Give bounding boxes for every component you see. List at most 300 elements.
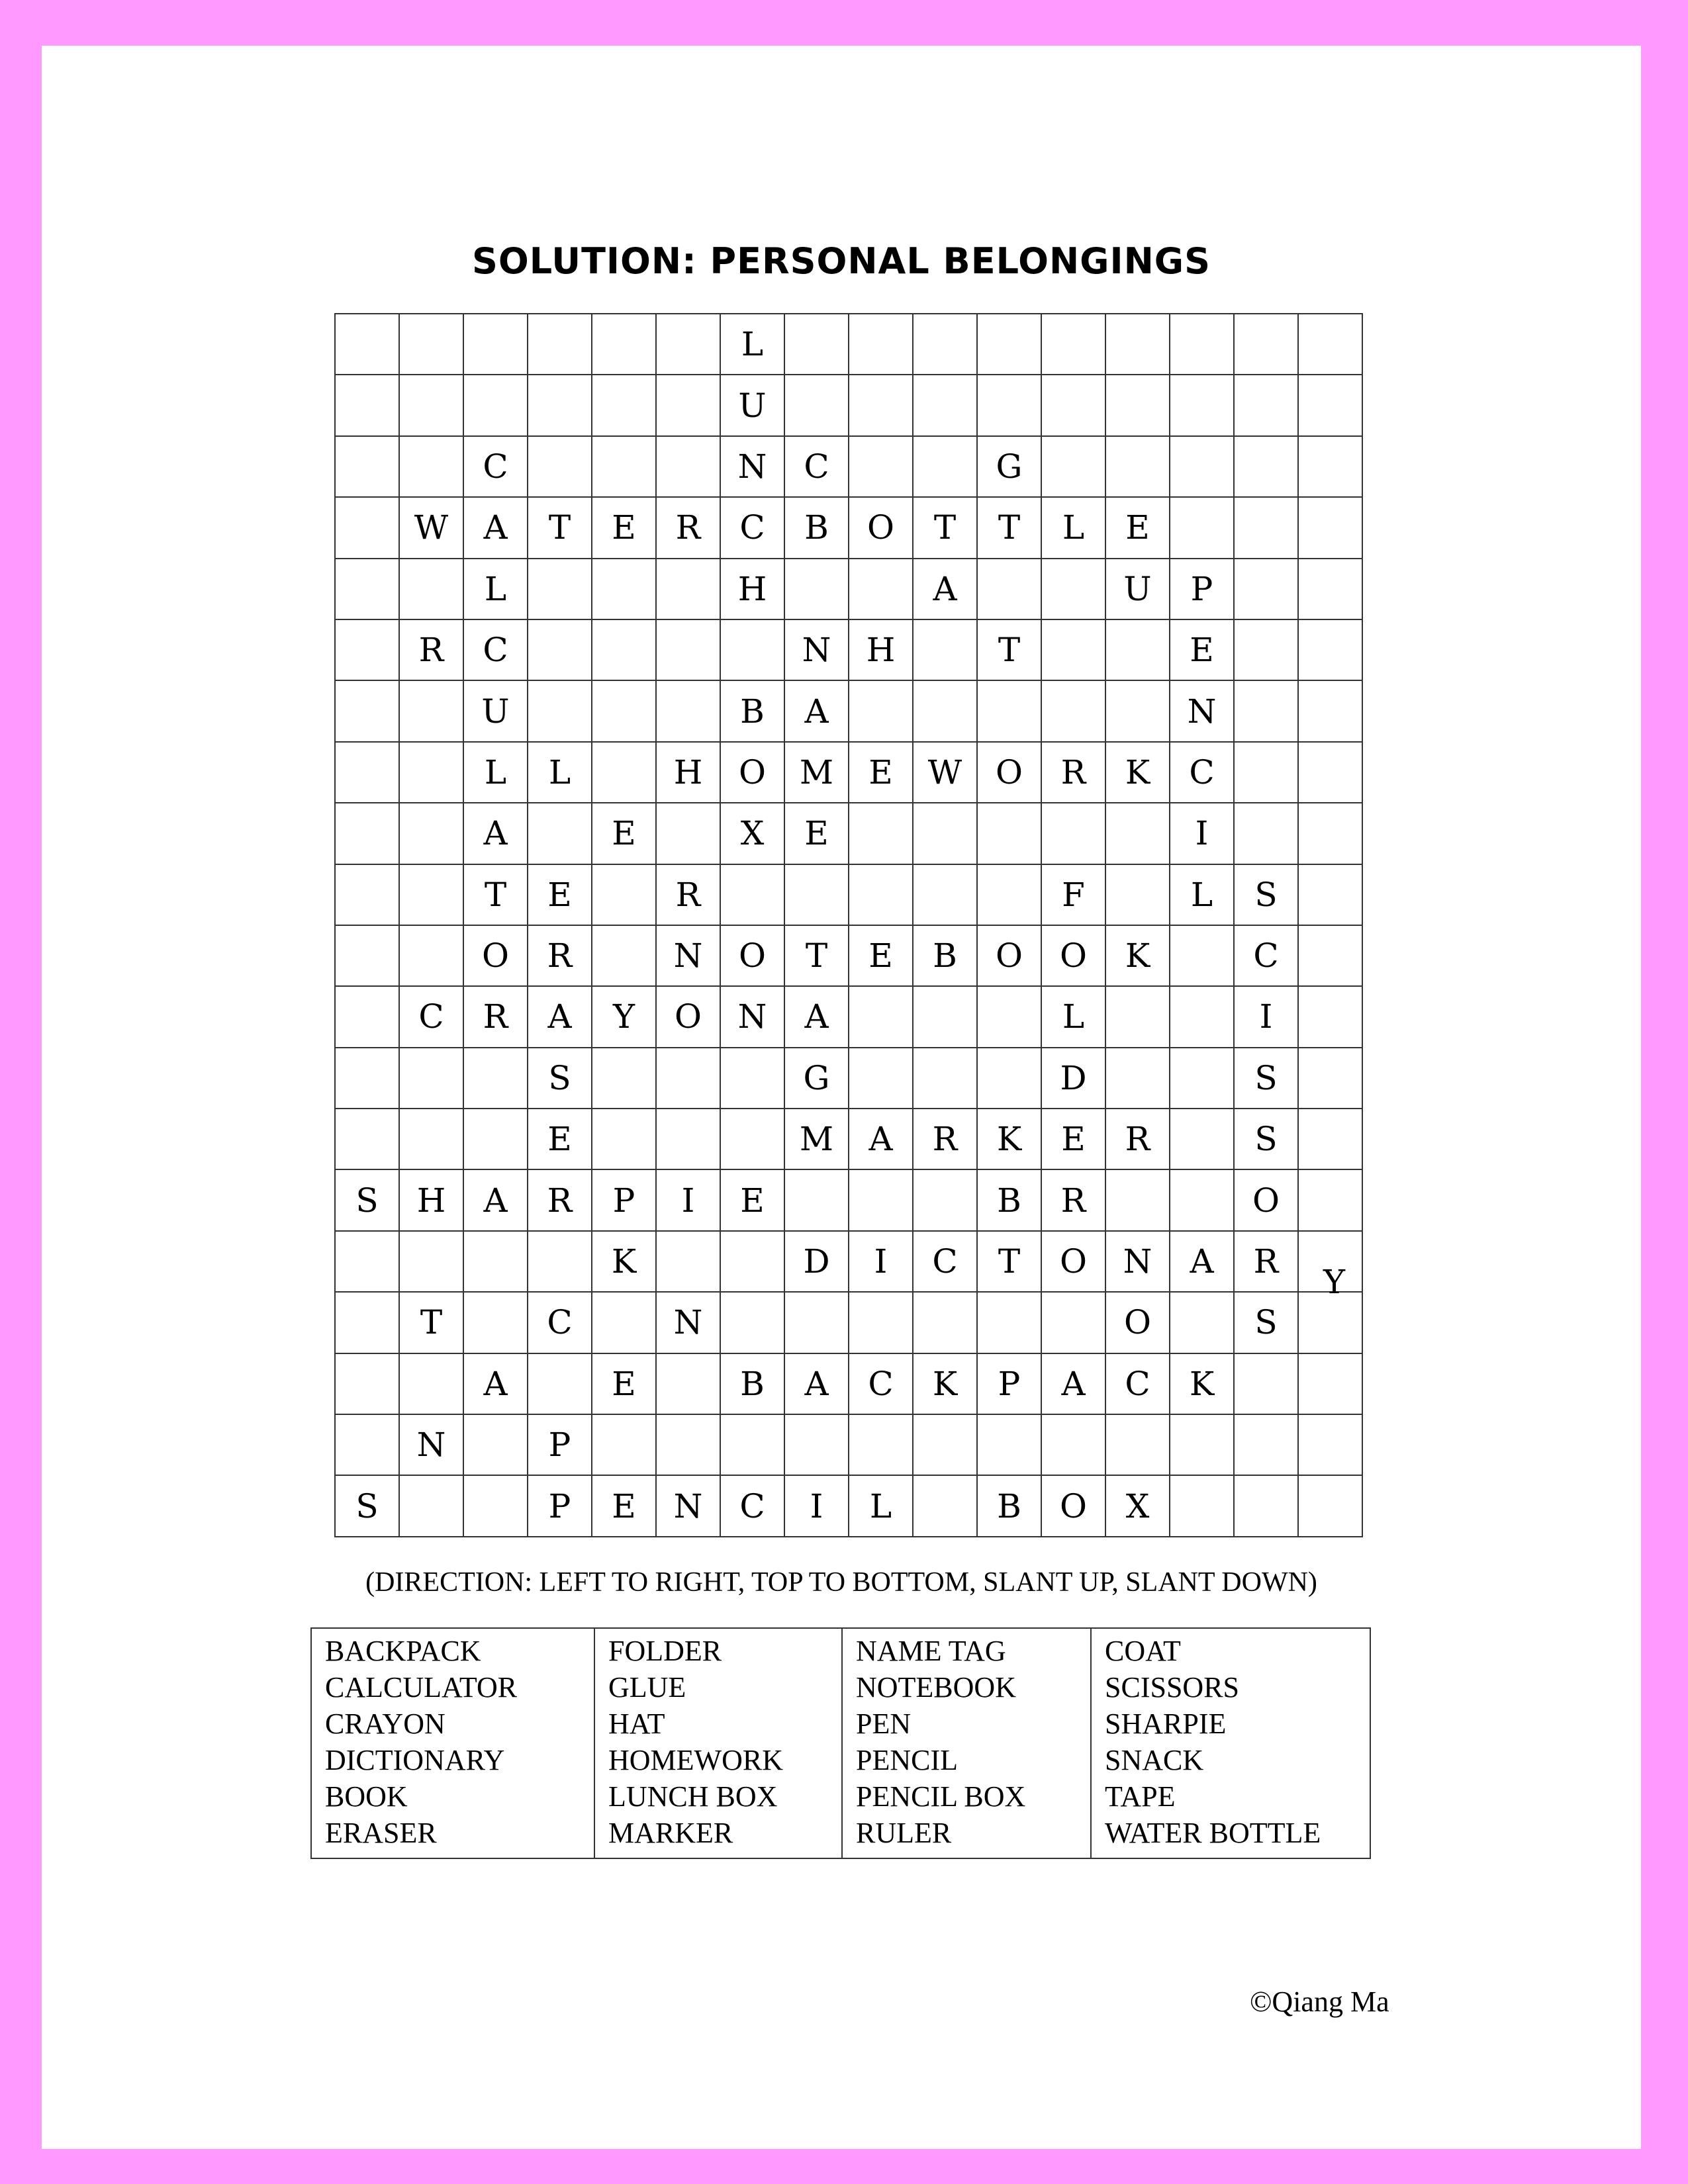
- grid-cell: O: [463, 925, 528, 986]
- grid-cell: A: [463, 1169, 528, 1230]
- grid-cell: [977, 1048, 1041, 1109]
- word-bank-row: [311, 1628, 1370, 1858]
- grid-cell: C: [849, 1353, 913, 1414]
- grid-cell: [1234, 497, 1298, 558]
- grid-cell: [399, 314, 463, 375]
- grid-cell: [1234, 803, 1298, 864]
- grid-cell: H: [720, 559, 784, 619]
- grid-cell: N: [399, 1414, 463, 1475]
- grid-cell: E: [784, 803, 849, 864]
- grid-cell: O: [1041, 1475, 1105, 1537]
- grid-cell: L: [1041, 497, 1105, 558]
- grid-cell: [1234, 436, 1298, 497]
- grid-row: [335, 1169, 1362, 1230]
- grid-cell: [1234, 619, 1298, 680]
- word-bank-word: SCISSORS: [1105, 1671, 1240, 1704]
- grid-cell: K: [1105, 742, 1170, 803]
- grid-cell: C: [528, 1292, 592, 1353]
- grid-cell: [656, 559, 720, 619]
- grid-cell: X: [720, 803, 784, 864]
- grid-cell: [720, 1292, 784, 1353]
- grid-cell: [1298, 1048, 1362, 1109]
- grid-cell: A: [913, 559, 977, 619]
- word-bank-word: BOOK: [325, 1780, 408, 1813]
- grid-cell: [399, 1231, 463, 1292]
- grid-cell: R: [656, 864, 720, 925]
- word-bank-word: WATER BOTTLE: [1105, 1817, 1321, 1849]
- grid-cell: [335, 1353, 399, 1414]
- grid-cell: O: [1041, 925, 1105, 986]
- grid-cell: [720, 1231, 784, 1292]
- grid-row: [335, 1048, 1362, 1109]
- grid-cell: T: [913, 497, 977, 558]
- grid-cell: [528, 314, 592, 375]
- grid-cell: [463, 1231, 528, 1292]
- grid-cell: [335, 375, 399, 435]
- grid-cell: [656, 1353, 720, 1414]
- grid-cell: C: [784, 436, 849, 497]
- grid-cell: [1041, 680, 1105, 741]
- word-bank-word: PENCIL BOX: [856, 1780, 1026, 1813]
- grid-cell: [784, 1292, 849, 1353]
- grid-cell: [1041, 314, 1105, 375]
- grid-cell: [463, 1475, 528, 1537]
- word-bank-word: GLUE: [608, 1671, 686, 1704]
- grid-cell: [592, 680, 656, 741]
- grid-row: [335, 680, 1362, 741]
- grid-cell: S: [1234, 864, 1298, 925]
- grid-cell: A: [784, 680, 849, 741]
- grid-cell: [528, 1231, 592, 1292]
- grid-row: [335, 436, 1362, 497]
- grid-cell: B: [977, 1475, 1041, 1537]
- grid-cell: K: [1170, 1353, 1234, 1414]
- grid-cell: E: [1170, 619, 1234, 680]
- grid-row: [335, 925, 1362, 986]
- grid-cell: P: [1170, 559, 1234, 619]
- grid-cell: [656, 619, 720, 680]
- grid-cell: [463, 375, 528, 435]
- grid-cell: [977, 680, 1041, 741]
- grid-row: [335, 864, 1362, 925]
- grid-cell: L: [1170, 864, 1234, 925]
- grid-cell: F: [1041, 864, 1105, 925]
- grid-row: [335, 1353, 1362, 1414]
- grid-cell: I: [784, 1475, 849, 1537]
- grid-cell: [528, 680, 592, 741]
- grid-cell: [784, 1414, 849, 1475]
- grid-row: [335, 986, 1362, 1047]
- grid-cell: [849, 803, 913, 864]
- grid-cell: [784, 1169, 849, 1230]
- grid-cell: [656, 1048, 720, 1109]
- grid-cell: [592, 375, 656, 435]
- grid-cell: E: [592, 803, 656, 864]
- grid-cell: [656, 436, 720, 497]
- grid-cell: N: [656, 1475, 720, 1537]
- grid-cell: R: [463, 986, 528, 1047]
- grid-cell: L: [528, 742, 592, 803]
- grid-row: [335, 314, 1362, 375]
- grid-cell: [784, 559, 849, 619]
- grid-cell: [913, 1048, 977, 1109]
- grid-cell: [1105, 436, 1170, 497]
- grid-cell: [335, 680, 399, 741]
- grid-cell: A: [463, 803, 528, 864]
- grid-cell: P: [592, 1169, 656, 1230]
- word-bank-word: NAME TAG: [856, 1635, 1006, 1667]
- grid-cell: I: [1170, 803, 1234, 864]
- word-bank-word: COAT: [1105, 1635, 1181, 1667]
- grid-cell: [849, 375, 913, 435]
- grid-cell: E: [720, 1169, 784, 1230]
- grid-row: [335, 1231, 1362, 1292]
- grid-cell: [656, 803, 720, 864]
- grid-cell: C: [1105, 1353, 1170, 1414]
- grid-row: [335, 619, 1362, 680]
- grid-cell: R: [656, 497, 720, 558]
- grid-cell: [1105, 375, 1170, 435]
- word-search-grid: [334, 313, 1363, 1537]
- grid-cell: N: [784, 619, 849, 680]
- directions-text: (DIRECTION: LEFT TO RIGHT, TOP TO BOTTOM, SLANT UP, SLANT DOWN): [365, 1567, 1317, 1598]
- grid-cell: H: [399, 1169, 463, 1230]
- grid-cell: H: [656, 742, 720, 803]
- grid-cell: U: [1105, 559, 1170, 619]
- grid-cell: [1298, 680, 1362, 741]
- word-bank-word: PEN: [856, 1707, 912, 1740]
- grid-cell: R: [1105, 1109, 1170, 1169]
- grid-cell: [913, 1414, 977, 1475]
- word-bank-word: BACKPACK: [325, 1635, 481, 1667]
- grid-cell: [335, 619, 399, 680]
- grid-cell: E: [849, 742, 913, 803]
- grid-cell: [335, 314, 399, 375]
- grid-cell: [399, 925, 463, 986]
- grid-cell: [335, 1231, 399, 1292]
- grid-cell: [335, 436, 399, 497]
- grid-cell: [592, 1048, 656, 1109]
- word-bank-word: DICTIONARY: [325, 1744, 505, 1776]
- grid-cell: R: [528, 925, 592, 986]
- grid-cell: S: [335, 1169, 399, 1230]
- grid-row: [335, 1109, 1362, 1169]
- grid-cell: C: [399, 986, 463, 1047]
- grid-row: [335, 559, 1362, 619]
- grid-cell: [849, 1292, 913, 1353]
- grid-cell: [1234, 375, 1298, 435]
- grid-cell: [977, 1292, 1041, 1353]
- grid-cell: A: [784, 1353, 849, 1414]
- word-bank-column-4: [1091, 1628, 1370, 1858]
- grid-cell: B: [784, 497, 849, 558]
- page-title: SOLUTION: PERSONAL BELONGINGS: [471, 240, 1211, 282]
- grid-cell: O: [720, 742, 784, 803]
- grid-cell: [1170, 986, 1234, 1047]
- grid-row: [335, 803, 1362, 864]
- word-bank-column-2: [594, 1628, 842, 1858]
- grid-cell: O: [720, 925, 784, 986]
- grid-cell: N: [1105, 1231, 1170, 1292]
- grid-cell: [1298, 559, 1362, 619]
- grid-cell: [1105, 1169, 1170, 1230]
- grid-cell: [592, 314, 656, 375]
- grid-cell: [528, 436, 592, 497]
- grid-cell: [913, 1169, 977, 1230]
- grid-cell: [399, 742, 463, 803]
- grid-cell: [463, 314, 528, 375]
- grid-cell: [1234, 680, 1298, 741]
- grid-cell: [1298, 742, 1362, 803]
- grid-cell: [399, 1475, 463, 1537]
- word-bank-word: PENCIL: [856, 1744, 958, 1776]
- grid-cell: R: [1234, 1231, 1298, 1292]
- grid-cell: C: [913, 1231, 977, 1292]
- grid-cell: [913, 436, 977, 497]
- grid-cell: P: [528, 1475, 592, 1537]
- grid-cell: O: [1041, 1231, 1105, 1292]
- grid-cell: [784, 375, 849, 435]
- grid-cell: [977, 986, 1041, 1047]
- grid-cell: [463, 1292, 528, 1353]
- grid-cell: [1170, 1048, 1234, 1109]
- grid-cell: S: [1234, 1292, 1298, 1353]
- grid-cell: [1234, 742, 1298, 803]
- grid-cell: [528, 1353, 592, 1414]
- grid-cell: A: [1041, 1353, 1105, 1414]
- grid-cell: D: [784, 1231, 849, 1292]
- grid-cell: [784, 314, 849, 375]
- grid-row: [335, 742, 1362, 803]
- grid-cell: U: [720, 375, 784, 435]
- grid-cell: [528, 619, 592, 680]
- grid-cell: [399, 375, 463, 435]
- grid-cell: [1234, 559, 1298, 619]
- grid-cell: Y: [592, 986, 656, 1047]
- grid-row: [335, 1475, 1362, 1537]
- word-bank-word: RULER: [856, 1817, 952, 1849]
- grid-cell: [1170, 375, 1234, 435]
- grid-cell: T: [399, 1292, 463, 1353]
- grid-cell: [592, 619, 656, 680]
- grid-cell: [1234, 1475, 1298, 1537]
- grid-cell: I: [656, 1169, 720, 1230]
- grid-cell: O: [1105, 1292, 1170, 1353]
- grid-cell: X: [1105, 1475, 1170, 1537]
- grid-cell: [399, 436, 463, 497]
- grid-cell: [592, 1292, 656, 1353]
- grid-cell: [656, 680, 720, 741]
- grid-cell: A: [463, 1353, 528, 1414]
- word-bank-word: CRAYON: [325, 1707, 445, 1740]
- grid-cell: G: [784, 1048, 849, 1109]
- grid-row: [335, 497, 1362, 558]
- grid-cell: [335, 742, 399, 803]
- grid-cell: [1105, 680, 1170, 741]
- grid-cell: [913, 1292, 977, 1353]
- grid-cell: R: [1041, 742, 1105, 803]
- grid-cell: [335, 986, 399, 1047]
- grid-cell: [977, 559, 1041, 619]
- grid-cell: K: [592, 1231, 656, 1292]
- grid-cell: [849, 680, 913, 741]
- word-bank-word: SNACK: [1105, 1744, 1204, 1776]
- grid-cell: [913, 680, 977, 741]
- grid-cell: S: [335, 1475, 399, 1537]
- grid-cell: [977, 375, 1041, 435]
- grid-cell: [335, 803, 399, 864]
- grid-cell: E: [528, 1109, 592, 1169]
- grid-cell: [656, 1109, 720, 1169]
- word-bank: [310, 1627, 1371, 1859]
- grid-cell: W: [913, 742, 977, 803]
- grid-cell: B: [720, 680, 784, 741]
- grid-cell: P: [528, 1414, 592, 1475]
- grid-cell: [977, 864, 1041, 925]
- grid-cell: [1298, 803, 1362, 864]
- grid-cell: [849, 436, 913, 497]
- grid-cell: O: [849, 497, 913, 558]
- grid-cell: T: [977, 619, 1041, 680]
- grid-cell: [335, 1048, 399, 1109]
- grid-cell: R: [1041, 1169, 1105, 1230]
- grid-cell: [592, 925, 656, 986]
- grid-cell: [592, 742, 656, 803]
- grid-cell: [528, 375, 592, 435]
- grid-cell: [849, 314, 913, 375]
- grid-cell: [656, 1414, 720, 1475]
- grid-cell: [1298, 1169, 1362, 1230]
- grid-cell: A: [463, 497, 528, 558]
- grid-cell: R: [528, 1169, 592, 1230]
- grid-cell: O: [977, 925, 1041, 986]
- grid-cell: [335, 497, 399, 558]
- grid-cell: [1170, 1414, 1234, 1475]
- grid-cell: E: [849, 925, 913, 986]
- grid-cell: P: [977, 1353, 1041, 1414]
- grid-cell: [335, 559, 399, 619]
- grid-cell: G: [977, 436, 1041, 497]
- word-bank-word: HAT: [608, 1707, 665, 1740]
- word-bank-word: HOMEWORK: [608, 1744, 783, 1776]
- grid-cell: [1170, 1169, 1234, 1230]
- grid-cell: [849, 864, 913, 925]
- grid-cell: [1298, 1109, 1362, 1169]
- grid-cell: A: [1170, 1231, 1234, 1292]
- grid-cell: [1298, 1475, 1362, 1537]
- grid-row: [335, 1292, 1362, 1353]
- grid-cell: E: [592, 1353, 656, 1414]
- grid-cell: I: [849, 1231, 913, 1292]
- grid-cell: L: [1041, 986, 1105, 1047]
- grid-cell: [592, 864, 656, 925]
- grid-cell: C: [720, 497, 784, 558]
- grid-cell: [399, 559, 463, 619]
- grid-cell: [1041, 375, 1105, 435]
- grid-cell: [720, 864, 784, 925]
- grid-cell: [335, 925, 399, 986]
- grid-cell: C: [720, 1475, 784, 1537]
- grid-cell: [1298, 436, 1362, 497]
- grid-cell: C: [1170, 742, 1234, 803]
- grid-cell: N: [720, 986, 784, 1047]
- grid-cell: [977, 1414, 1041, 1475]
- grid-cell: [913, 986, 977, 1047]
- grid-cell: [1298, 375, 1362, 435]
- grid-cell: [399, 1048, 463, 1109]
- grid-cell: [1105, 803, 1170, 864]
- grid-cell: [528, 803, 592, 864]
- grid-cell: N: [656, 1292, 720, 1353]
- grid-cell: A: [784, 986, 849, 1047]
- grid-overflow-letter: Y: [1323, 1263, 1345, 1301]
- grid-cell: A: [528, 986, 592, 1047]
- grid-cell: [1105, 864, 1170, 925]
- grid-cell: S: [1234, 1109, 1298, 1169]
- grid-cell: [977, 314, 1041, 375]
- grid-cell: L: [463, 742, 528, 803]
- grid-cell: L: [849, 1475, 913, 1537]
- grid-cell: [1041, 436, 1105, 497]
- grid-cell: [1234, 314, 1298, 375]
- word-bank-word: MARKER: [608, 1817, 733, 1849]
- grid-cell: [1170, 497, 1234, 558]
- grid-cell: [335, 864, 399, 925]
- grid-cell: [399, 680, 463, 741]
- grid-cell: [1298, 497, 1362, 558]
- grid-cell: E: [1041, 1109, 1105, 1169]
- grid-cell: [656, 1231, 720, 1292]
- grid-cell: [463, 1414, 528, 1475]
- grid-cell: [1041, 1414, 1105, 1475]
- grid-cell: T: [528, 497, 592, 558]
- grid-cell: T: [977, 497, 1041, 558]
- grid-cell: [1041, 559, 1105, 619]
- word-bank-word: NOTEBOOK: [856, 1671, 1016, 1704]
- grid-cell: [1234, 1414, 1298, 1475]
- grid-cell: [463, 1109, 528, 1169]
- grid-cell: [720, 1109, 784, 1169]
- grid-cell: [592, 436, 656, 497]
- grid-cell: K: [977, 1109, 1041, 1169]
- grid-cell: [1298, 1353, 1362, 1414]
- word-bank-column-3: [842, 1628, 1091, 1858]
- grid-cell: [592, 559, 656, 619]
- word-bank-word: LUNCH BOX: [608, 1780, 778, 1813]
- grid-cell: [1170, 1292, 1234, 1353]
- grid-cell: [977, 803, 1041, 864]
- grid-cell: O: [656, 986, 720, 1047]
- grid-cell: B: [913, 925, 977, 986]
- grid-row: [335, 1414, 1362, 1475]
- grid-cell: [1298, 314, 1362, 375]
- grid-cell: [913, 619, 977, 680]
- grid-cell: T: [463, 864, 528, 925]
- grid-cell: [913, 864, 977, 925]
- word-bank-word: SHARPIE: [1105, 1707, 1227, 1740]
- grid-cell: [528, 559, 592, 619]
- grid-cell: N: [720, 436, 784, 497]
- grid-cell: [1105, 619, 1170, 680]
- grid-cell: K: [1105, 925, 1170, 986]
- grid-cell: K: [913, 1353, 977, 1414]
- word-bank-word: TAPE: [1105, 1780, 1176, 1813]
- grid-cell: [399, 1353, 463, 1414]
- grid-cell: R: [399, 619, 463, 680]
- grid-cell: [1105, 986, 1170, 1047]
- grid-cell: S: [528, 1048, 592, 1109]
- grid-cell: [1105, 314, 1170, 375]
